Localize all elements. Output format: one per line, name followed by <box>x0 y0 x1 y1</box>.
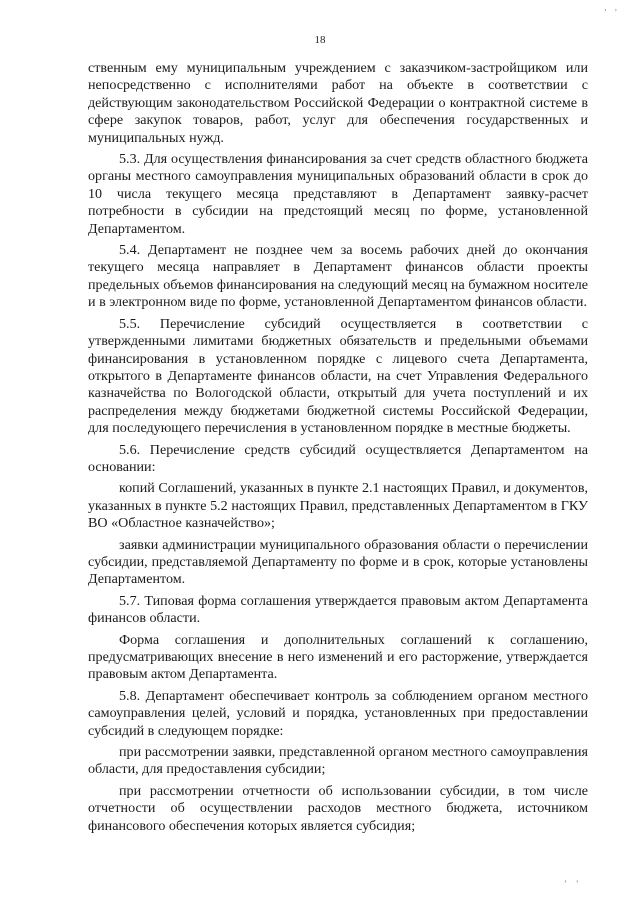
page-number: 18 <box>314 34 326 46</box>
paragraph-5-7: 5.7. Типовая форма соглашения утверждается правовым актом Департамента финансов области. <box>88 592 588 627</box>
paragraph-continuation: ственным ему муниципальным учреждением с заказчиком-застройщиком или непосредственно с исполнителями работ на объекте в соответствии с действующим законодательством Российской Федерации о контрактной системе в сфере закупок товаров, работ, услуг для обеспечения государственных и муниципальных нужд. <box>88 60 588 146</box>
corner-scan-mark: , , <box>604 2 620 12</box>
document-body <box>88 60 588 839</box>
paragraph-5-6: 5.6. Перечисление средств субсидий осуществляется Департаментом на основании: <box>88 441 588 475</box>
paragraph-5-8-item-review: при рассмотрении заявки, представленной органом местного самоуправления области, для предоставления субсидии; <box>88 744 588 778</box>
paragraph-5-8-item-reporting: при рассмотрении отчетности об использовании субсидии, в том числе отчетности об осуществлении расходов местного бюджета, источником финансового обеспечения которых является субсидия; <box>88 782 588 834</box>
paragraph-5-7-forms: Форма соглашения и дополнительных соглашений к соглашению, предусматривающих внесение в него изменений и его расторжение, утверждается правовым актом Департамента. <box>88 631 588 683</box>
paragraph-5-6-item-copies: копий Соглашений, указанных в пункте 2.1 настоящих Правил, и документов, указанных в пункте 5.2 настоящих Правил, представленных Департаментом в ГКУ ВО «Областное казначейство»; <box>88 480 588 532</box>
paragraph-5-8: 5.8. Департамент обеспечивает контроль за соблюдением органом местного самоуправления целей, условий и порядка, установленных при предоставлении субсидий в следующем порядке: <box>88 687 588 739</box>
paragraph-5-5: 5.5. Перечисление субсидий осуществляется в соответствии с утвержденными лимитами бюджетных обязательств и предельными объемами финансирования в установленном порядке с лицевого счета Департамента, открытого в Департаменте финансов области, на счет Управления Федерального казначейства по Вологодской области, открытый для учета поступлений и их распределения между бюджетами бюджетной системы Российской Федерации, для последующего перечисления в установленном порядке в местные бюджеты. <box>88 315 588 437</box>
paragraph-5-6-item-requests: заявки администрации муниципального образования области о перечислении субсидии, представляемой Департаменту по форме и в срок, которые установлены Департаментом. <box>88 536 588 588</box>
bottom-scan-mark: ' ' <box>564 879 582 889</box>
paragraph-5-3: 5.3. Для осуществления финансирования за счет средств областного бюджета органы местного самоуправления муниципальных образований области в срок до 10 числа текущего месяца представляют в Департамент заявку-расчет потребности в субсидии на предстоящий месяц по форме, установленной Департаментом. <box>88 151 588 237</box>
paragraph-5-4: 5.4. Департамент не позднее чем за восемь рабочих дней до окончания текущего месяца направляет в Департамент финансов области проекты предельных объемов финансирования на следующий месяц на бумажном носителе и в электронном виде по форме, установленной Департаментом финансов области. <box>88 242 588 311</box>
